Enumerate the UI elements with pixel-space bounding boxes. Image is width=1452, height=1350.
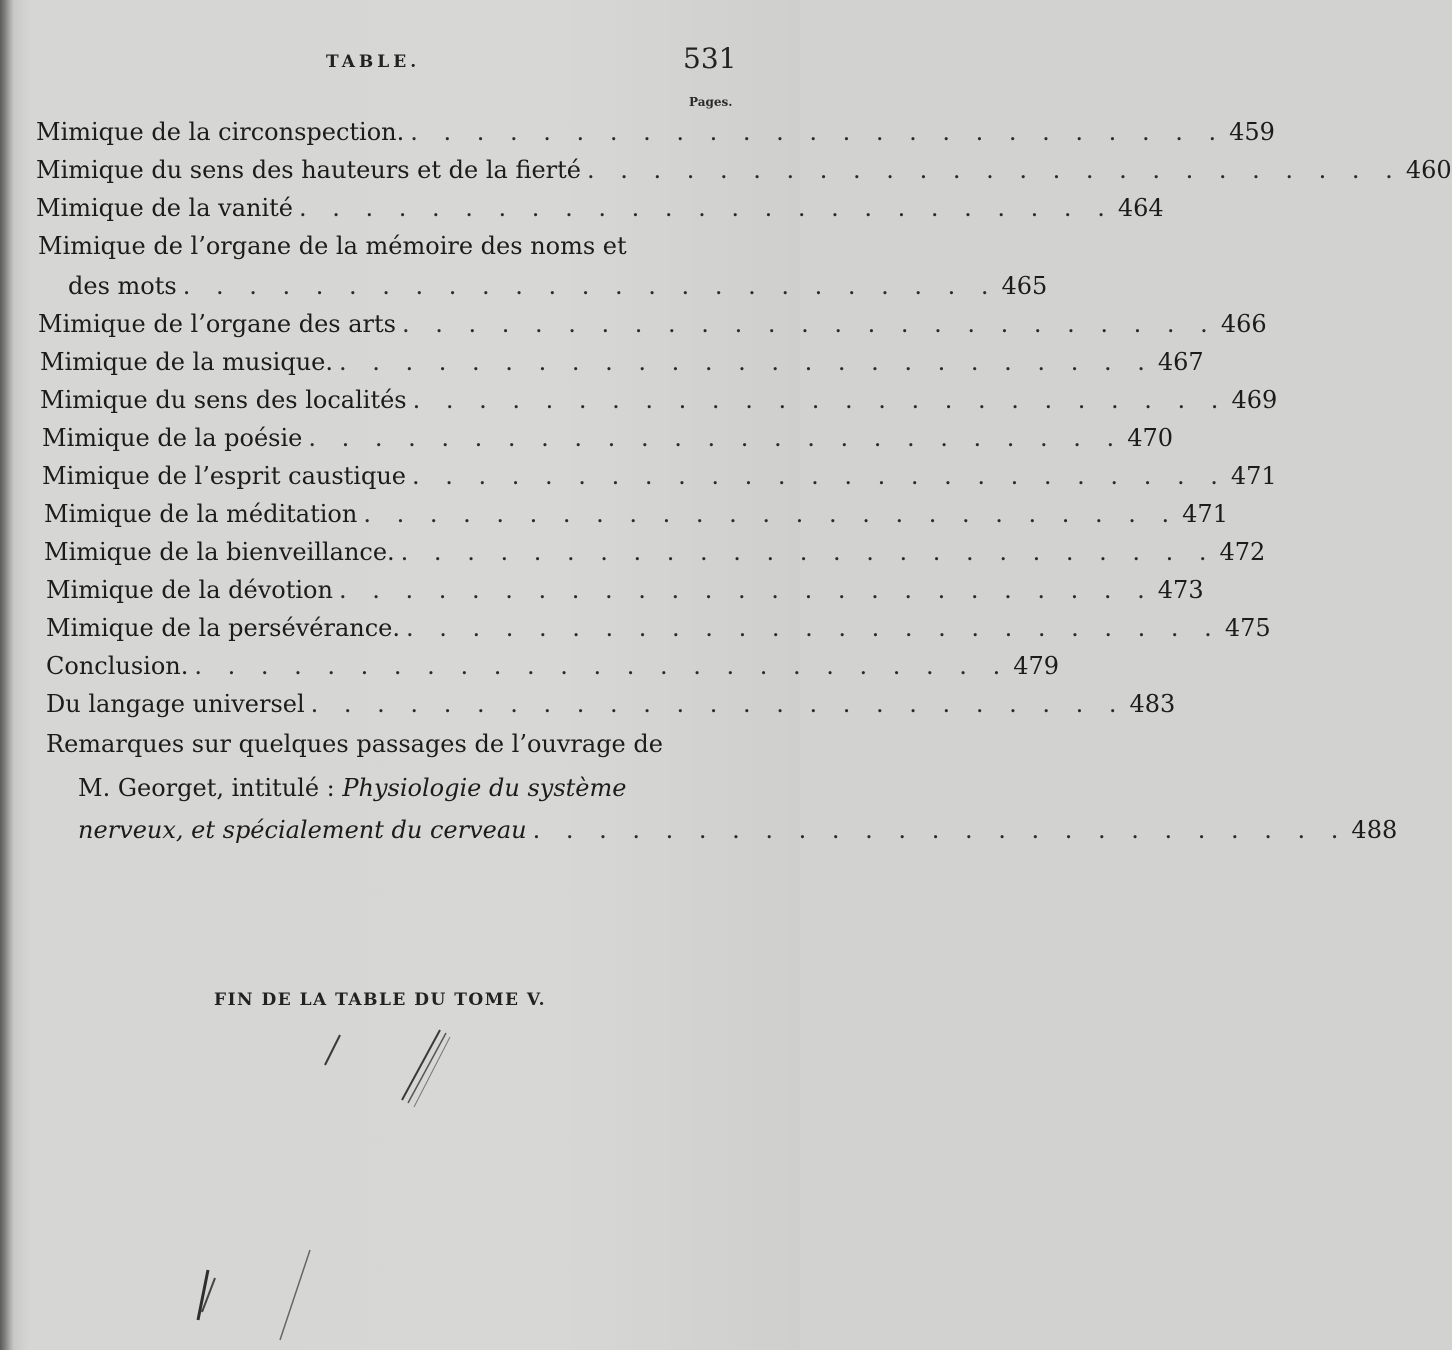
pencil-mark xyxy=(300,1025,480,1115)
toc-entry-page: 472 xyxy=(1219,538,1266,566)
toc-entry-title: Mimique de la musique. xyxy=(40,348,334,376)
toc-entry-page: 460 xyxy=(1405,156,1452,184)
toc-entry-page: 483 xyxy=(1129,690,1176,718)
leader-dots: . . . . . . . . . . . . . . . . . . . . . . . . . xyxy=(308,424,1124,452)
leader-dots: . . . . . . . . . . . . . . . . . . . . . . . . . xyxy=(532,816,1348,844)
toc-entry-page: 479 xyxy=(1013,652,1060,680)
toc-entry-title: Mimique de l’organe de la mémoire des noms et xyxy=(38,232,627,260)
leader-dots: . . . . . . . . . . . . . . . . . . . . . . . . . xyxy=(410,118,1226,146)
toc-entry-page: 464 xyxy=(1117,194,1164,222)
toc-entry-title: Mimique de la persévérance. xyxy=(46,614,400,642)
toc-entry-page: 465 xyxy=(1001,272,1048,300)
leader-dots: . . . . . . . . . . . . . . . . . . . . . . . . . xyxy=(586,156,1402,184)
toc-entry-page: 470 xyxy=(1127,424,1173,452)
toc-entry-title: Mimique de l’organe des arts xyxy=(38,310,396,338)
toc-entry-title-continued: des mots xyxy=(68,272,177,300)
leader-dots: . . . . . . . . . . . . . . . . . . . . . . . . . xyxy=(194,652,1010,680)
toc-entry-title: Conclusion. xyxy=(46,652,189,680)
toc-entry-page: 467 xyxy=(1157,348,1204,376)
end-of-table-note: FIN DE LA TABLE DU TOME V. xyxy=(214,990,547,1010)
toc-entry-page: 488 xyxy=(1351,816,1398,844)
toc-entry-page: 471 xyxy=(1182,500,1228,528)
toc-entry-title: Mimique de la vanité xyxy=(36,194,293,222)
leader-dots: . . . . . . . . . . . . . . . . . . . . . . . . . xyxy=(338,576,1154,604)
toc-entry-title: Mimique de la méditation xyxy=(44,500,358,528)
leader-dots: . . . . . . . . . . . . . . . . . . . . . . . . . xyxy=(363,500,1179,528)
toc-entry-title: Mimique du sens des localités xyxy=(40,386,407,414)
toc-entry-title-italic: Physiologie du système xyxy=(342,774,627,802)
leader-dots: . . . . . . . . . . . . . . . . . . . . . . . . . xyxy=(401,310,1217,338)
toc-entry-title: Mimique de l’esprit caustique xyxy=(42,462,407,490)
leader-dots: . . . . . . . . . . . . . . . . . . . . . . . . . xyxy=(299,194,1114,222)
toc-entry-title: Mimique de la bienveillance. xyxy=(44,538,395,566)
toc-entry-page: 466 xyxy=(1220,310,1267,338)
running-title: TABLE. xyxy=(326,52,421,72)
toc-entry-title: Mimique de la circonspection. xyxy=(36,118,405,146)
pencil-mark xyxy=(170,1240,330,1350)
toc-entry-title-continued-text: M. Georget, intitulé : xyxy=(78,774,335,802)
toc-entry-page: 473 xyxy=(1157,576,1204,604)
leader-dots: . . . . . . . . . . . . . . . . . . . . . . . . . xyxy=(310,690,1126,718)
leader-dots: . . . . . . . . . . . . . . . . . . . . . . . . . xyxy=(339,348,1154,376)
leader-dots: . . . . . . . . . . . . . . . . . . . . . . . . . xyxy=(400,538,1216,566)
page-number: 531 xyxy=(683,42,737,75)
toc-entry-title-continued xyxy=(78,774,626,802)
toc-entry-page: 469 xyxy=(1231,386,1278,414)
leader-dots: . . . . . . . . . . . . . . . . . . . . . . . . . xyxy=(412,462,1227,490)
toc-entry-title: Remarques sur quelques passages de l’ouvrage de xyxy=(46,730,663,758)
toc-entry-title-italic-continued: nerveux, et spécialement du cerveau xyxy=(78,816,527,844)
toc-entry-title: Mimique de la dévotion xyxy=(46,576,333,604)
toc-entry-title: Mimique de la poésie xyxy=(42,424,303,452)
leader-dots: . . . . . . . . . . . . . . . . . . . . . . . . . xyxy=(182,272,998,300)
toc-entry-page: 459 xyxy=(1229,118,1275,146)
pages-column-label: Pages. xyxy=(689,95,733,109)
toc-entry-page: 475 xyxy=(1224,614,1271,642)
toc-entry-title: Du langage universel xyxy=(46,690,305,718)
leader-dots: . . . . . . . . . . . . . . . . . . . . . . . . . xyxy=(412,386,1228,414)
leader-dots: . . . . . . . . . . . . . . . . . . . . . . . . . xyxy=(405,614,1221,642)
toc-entry-page: 471 xyxy=(1230,462,1277,490)
toc-entry-title: Mimique du sens des hauteurs et de la fierté xyxy=(36,156,581,184)
